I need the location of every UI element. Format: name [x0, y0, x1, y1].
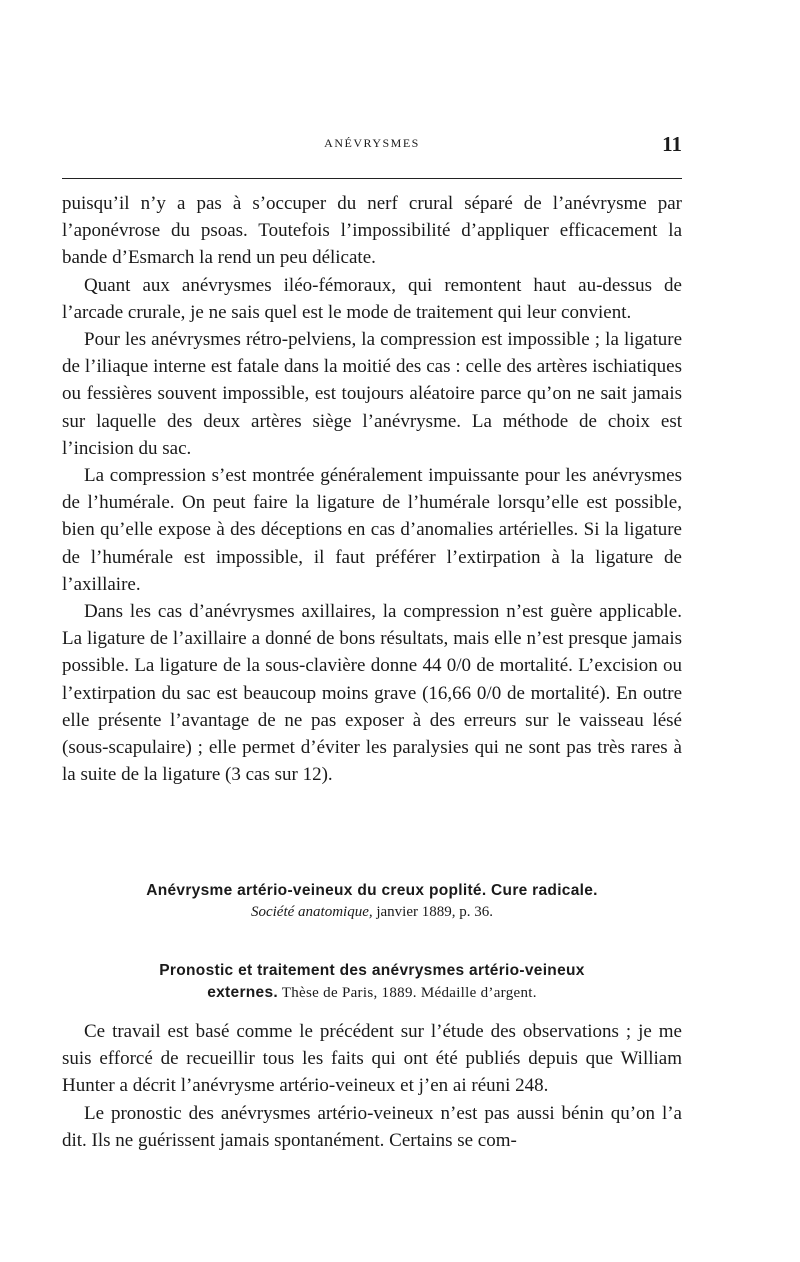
- publication-venue: Société anatomique,: [250, 904, 373, 920]
- body-text-top: [62, 190, 682, 788]
- paragraph: Quant aux anévrysmes iléo-fémoraux, qui remontent haut au-dessus de l’arcade crurale, je ne sais quel est le mode de traitement qui leur convient.: [62, 274, 682, 323]
- publication-title: Anévrysme artério-veineux du creux poplité. Cure radicale.: [146, 882, 598, 899]
- paragraph: La compression s’est montrée généralement impuissante pour les anévrysmes de l’humérale. On peut faire la ligature de l’humérale lorsqu’elle est possible, bien qu’elle expose à des déceptions en cas d’anomalies artérielles. Si la ligature de l’humérale est impossible, il faut préférer l’extirpation à la ligature de l’axillaire.: [62, 465, 682, 595]
- paragraph: puisqu’il n’y a pas à s’occuper du nerf crural séparé de l’anévrysme par l’aponévrose du psoas. Toutefois l’impossibilité d’appliquer efficacement la bande d’Esmarch la rend un peu délicate.: [62, 193, 682, 269]
- paragraph: Pour les anévrysmes rétro-pelviens, la compression est impossible ; la ligature de l’iliaque interne est fatale dans la moitié des cas : celle des artères ischiatiques ou fessières souvent impossible, est toujours aléatoire parce qu’on ne sait jamais sur laquelle des deux artères siège l’anévrysme. La méthode de choix est l’incision du sac.: [62, 329, 682, 459]
- running-title: ANÉVRYSMES: [324, 136, 420, 150]
- page-number: 11: [662, 132, 682, 156]
- publication-title: Pronostic et traitement des anévrysmes artério-veineux: [159, 962, 585, 979]
- publication-details: janvier 1889, p. 36.: [372, 904, 494, 920]
- paragraph: Ce travail est basé comme le précédent sur l’étude des observations ; je me suis efforcé de recueillir tous les faits qui ont été publiés depuis que William Hunter a décrit l’anévrysme artério-veineux et j’en ai réuni 248.: [62, 1021, 682, 1097]
- publication-details: Thèse de Paris, 1889. Médaille d’argent.: [278, 985, 537, 1001]
- publication-title-continued: [62, 982, 682, 1004]
- publication-citation: [62, 902, 682, 922]
- publication-entry: [62, 960, 682, 1004]
- body-text-bottom: [62, 1018, 682, 1154]
- publication-title-end: externes.: [207, 984, 278, 1001]
- publication-entry: [62, 880, 682, 922]
- running-head: [62, 134, 682, 158]
- paragraph: Dans les cas d’anévrysmes axillaires, la compression n’est guère applicable. La ligature de l’axillaire a donné de bons résultats, mais elle n’est presque jamais possible. La ligature de la sous-clavière donne 44 0/0 de mortalité. L’excision ou l’extirpation du sac est beaucoup moins grave (16,66 0/0 de mortalité). En outre elle présente l’avantage de ne pas exposer à des erreurs sur le vaisseau lésé (sous-scapulaire) ; elle permet d’éviter les paralysies qui ne sont pas très rares à la suite de la ligature (3 cas sur 12).: [62, 601, 682, 786]
- paragraph: Le pronostic des anévrysmes artério-veineux n’est pas aussi bénin qu’on l’a dit. Ils ne guérissent jamais spontanément. Certains se com-: [62, 1102, 682, 1151]
- header-rule: [62, 178, 682, 179]
